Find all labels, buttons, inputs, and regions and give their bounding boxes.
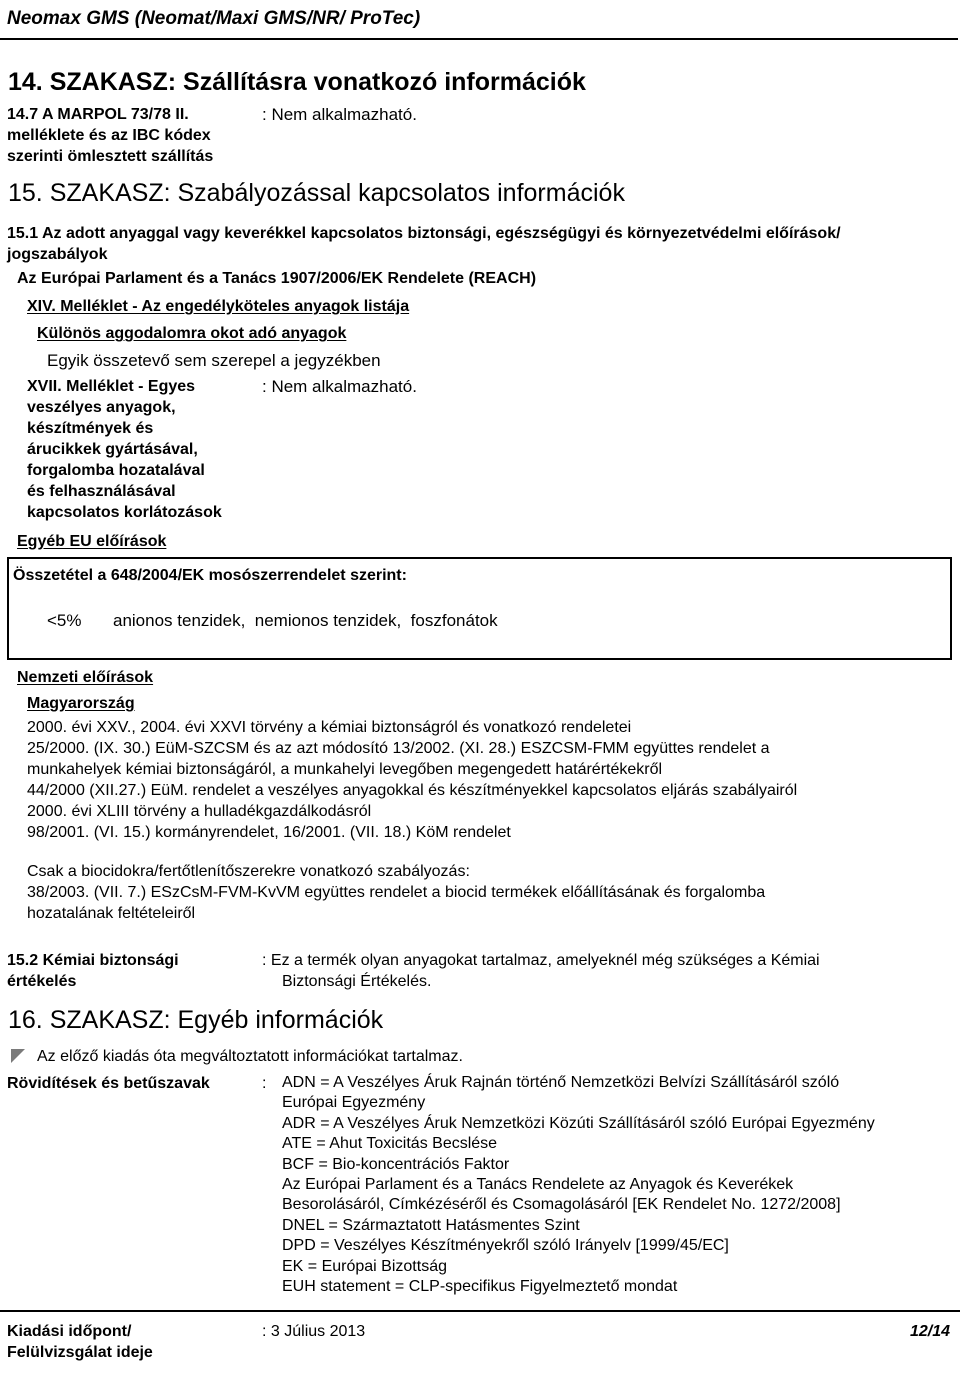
csa-label-line: 15.2 Kémiai biztonsági	[7, 952, 179, 969]
svhc-note: Egyik összetevő sem szerepel a jegyzékben	[47, 351, 381, 370]
change-marker-icon	[11, 1049, 25, 1063]
product-title: Neomax GMS (Neomat/Maxi GMS/NR/ ProTec)	[7, 8, 421, 29]
csa-value-line: : Ez a termék olyan anyagokat tartalmaz, amelyeknél még szükséges a Kémiai	[262, 952, 820, 969]
csa-label	[7, 950, 179, 992]
annex-xvii-label-line: készítmények és	[27, 420, 154, 437]
abbreviation-line: ADR = A Veszélyes Áruk Nemzetközi Közúti Szállításáról szóló Európai Egyezmény	[282, 1114, 875, 1132]
annex-xvii-label-line: kapcsolatos korlátozások	[27, 504, 222, 521]
hungary-regulation-line: munkahelyek kémiai biztonságáról, a munkahelyi levegőben megengedett határértékekről	[27, 761, 663, 778]
marpol-label-line: 14.7 A MARPOL 73/78 II.	[7, 106, 189, 123]
abbreviation-line: BCF = Bio-koncentrációs Faktor	[282, 1155, 510, 1173]
annex-xvii-label	[27, 376, 222, 523]
section-14-title: 14. SZAKASZ: Szállításra vonatkozó információk	[8, 68, 586, 96]
issue-date-label-line: Felülvizsgálat ideje	[7, 1344, 153, 1361]
biocide-regulation-line: Csak a biocidokra/fertőtlenítőszerekre vonatkozó szabályozás:	[27, 863, 470, 880]
hungary-regulation-line: 2000. évi XXV., 2004. évi XXVI törvény a kémiai biztonságról és vonatkozó rendeletei	[27, 719, 632, 736]
abbreviation-line: Európai Egyezmény	[282, 1094, 426, 1112]
csa-label-line: értékelés	[7, 973, 77, 990]
issue-date-label-line: Kiadási időpont/	[7, 1323, 132, 1340]
abbreviations-label: Rövidítések és betűszavak	[7, 1075, 210, 1092]
national-heading: Nemzeti előírások	[17, 669, 154, 686]
csa-value	[262, 950, 820, 992]
marpol-label-line: szerinti ömlesztett szállítás	[7, 148, 214, 165]
abbreviations-list	[282, 1073, 875, 1297]
change-note: Az előző kiadás óta megváltoztatott információkat tartalmaz.	[37, 1048, 463, 1065]
hungary-heading: Magyarország	[27, 695, 135, 712]
svhc-heading: Különös aggodalomra okot adó anyagok	[37, 325, 347, 342]
abbreviation-line: DPD = Veszélyes Készítményekről szóló Irányelv [1999/45/EC]	[282, 1237, 729, 1255]
hungary-regulation-line: 25/2000. (IX. 30.) EüM-SZCSM és az azt módosító 13/2002. (XI. 28.) ESZCSM-FMM együttes rendelet a	[27, 740, 770, 757]
annex-xvii-value: : Nem alkalmazható.	[262, 377, 417, 396]
hungary-regulation-line: 2000. évi XLIII törvény a hulladékgazdálkodásról	[27, 803, 372, 820]
marpol-label-line: melléklete és az IBC kódex	[7, 127, 211, 144]
annex-xiv-heading: XIV. Melléklet - Az engedélyköteles anyagok listája	[27, 298, 410, 315]
detergent-title: Összetétel a 648/2004/EK mosószerrendelet szerint:	[13, 567, 407, 584]
annex-xvii-label-line: XVII. Melléklet - Egyes	[27, 378, 196, 395]
abbreviation-line: EK = Európai Bizottság	[282, 1257, 447, 1275]
biocide-regulation-line: hozatalának feltételeiről	[27, 905, 196, 922]
detergent-percent: <5%	[47, 611, 82, 630]
abbreviation-line: ATE = Ahut Toxicitás Becslése	[282, 1135, 498, 1153]
regulation-15-1-line: 15.1 Az adott anyaggal vagy keverékkel kapcsolatos biztonsági, egészségügyi és környezetvédelmi előírások/	[7, 225, 841, 242]
issue-date-label	[7, 1321, 153, 1363]
other-eu-heading: Egyéb EU előírások	[17, 533, 167, 550]
reach-heading: Az Európai Parlament és a Tanács 1907/2006/EK Rendelete (REACH)	[17, 270, 537, 287]
biocide-regulation-line: 38/2003. (VII. 7.) ESzCsM-FVM-KvVM együttes rendelet a biocid termékek előállításának és forgalomba	[27, 884, 766, 901]
regulation-15-1-line: jogszabályok	[7, 246, 108, 263]
footer-rule	[0, 1310, 960, 1312]
section-16-title: 16. SZAKASZ: Egyéb információk	[8, 1006, 384, 1034]
annex-xvii-label-line: és felhasználásával	[27, 483, 176, 500]
annex-xvii-label-line: veszélyes anyagok,	[27, 399, 176, 416]
section-15-title: 15. SZAKASZ: Szabályozással kapcsolatos információk	[8, 179, 625, 207]
hungary-regulation-line: 98/2001. (VI. 15.) kormányrendelet, 16/2001. (VII. 18.) KöM rendelet	[27, 824, 511, 841]
abbreviation-line: ADN = A Veszélyes Áruk Rajnán történő Nemzetközi Belvízi Szállításáról szóló	[282, 1074, 840, 1091]
annex-xvii-label-line: forgalomba hozatalával	[27, 462, 205, 479]
marpol-value: : Nem alkalmazható.	[262, 105, 417, 124]
abbreviations-colon: :	[262, 1075, 267, 1092]
hungary-regulation-line: 44/2000 (XII.27.) EüM. rendelet a veszélyes anyagokkal és készítményekkel kapcsolatos eljárás szabályairól	[27, 782, 798, 799]
issue-date-value: : 3 Július 2013	[262, 1323, 366, 1340]
abbreviation-line: DNEL = Származtatott Hatásmentes Szint	[282, 1216, 580, 1234]
biocide-regulations	[27, 861, 765, 924]
csa-value-line: Biztonsági Értékelés.	[282, 973, 432, 990]
marpol-label	[7, 104, 213, 167]
abbreviation-line: Az Európai Parlament és a Tanács Rendelete az Anyagok és Keverékek	[282, 1176, 794, 1194]
detergent-ingredients: anionos tenzidek, nemionos tenzidek, foszfonátok	[113, 611, 498, 630]
regulation-15-1	[7, 223, 841, 265]
annex-xvii-label-line: árucikkek gyártásával,	[27, 441, 198, 458]
abbreviation-line: Besorolásáról, Címkézéséről és Csomagolásáról [EK Rendelet No. 1272/2008]	[282, 1196, 841, 1214]
page-number: 12/14	[909, 1323, 950, 1340]
abbreviation-line: EUH statement = CLP-specifikus Figyelmeztető mondat	[282, 1278, 678, 1296]
hungary-regulations	[27, 717, 797, 843]
